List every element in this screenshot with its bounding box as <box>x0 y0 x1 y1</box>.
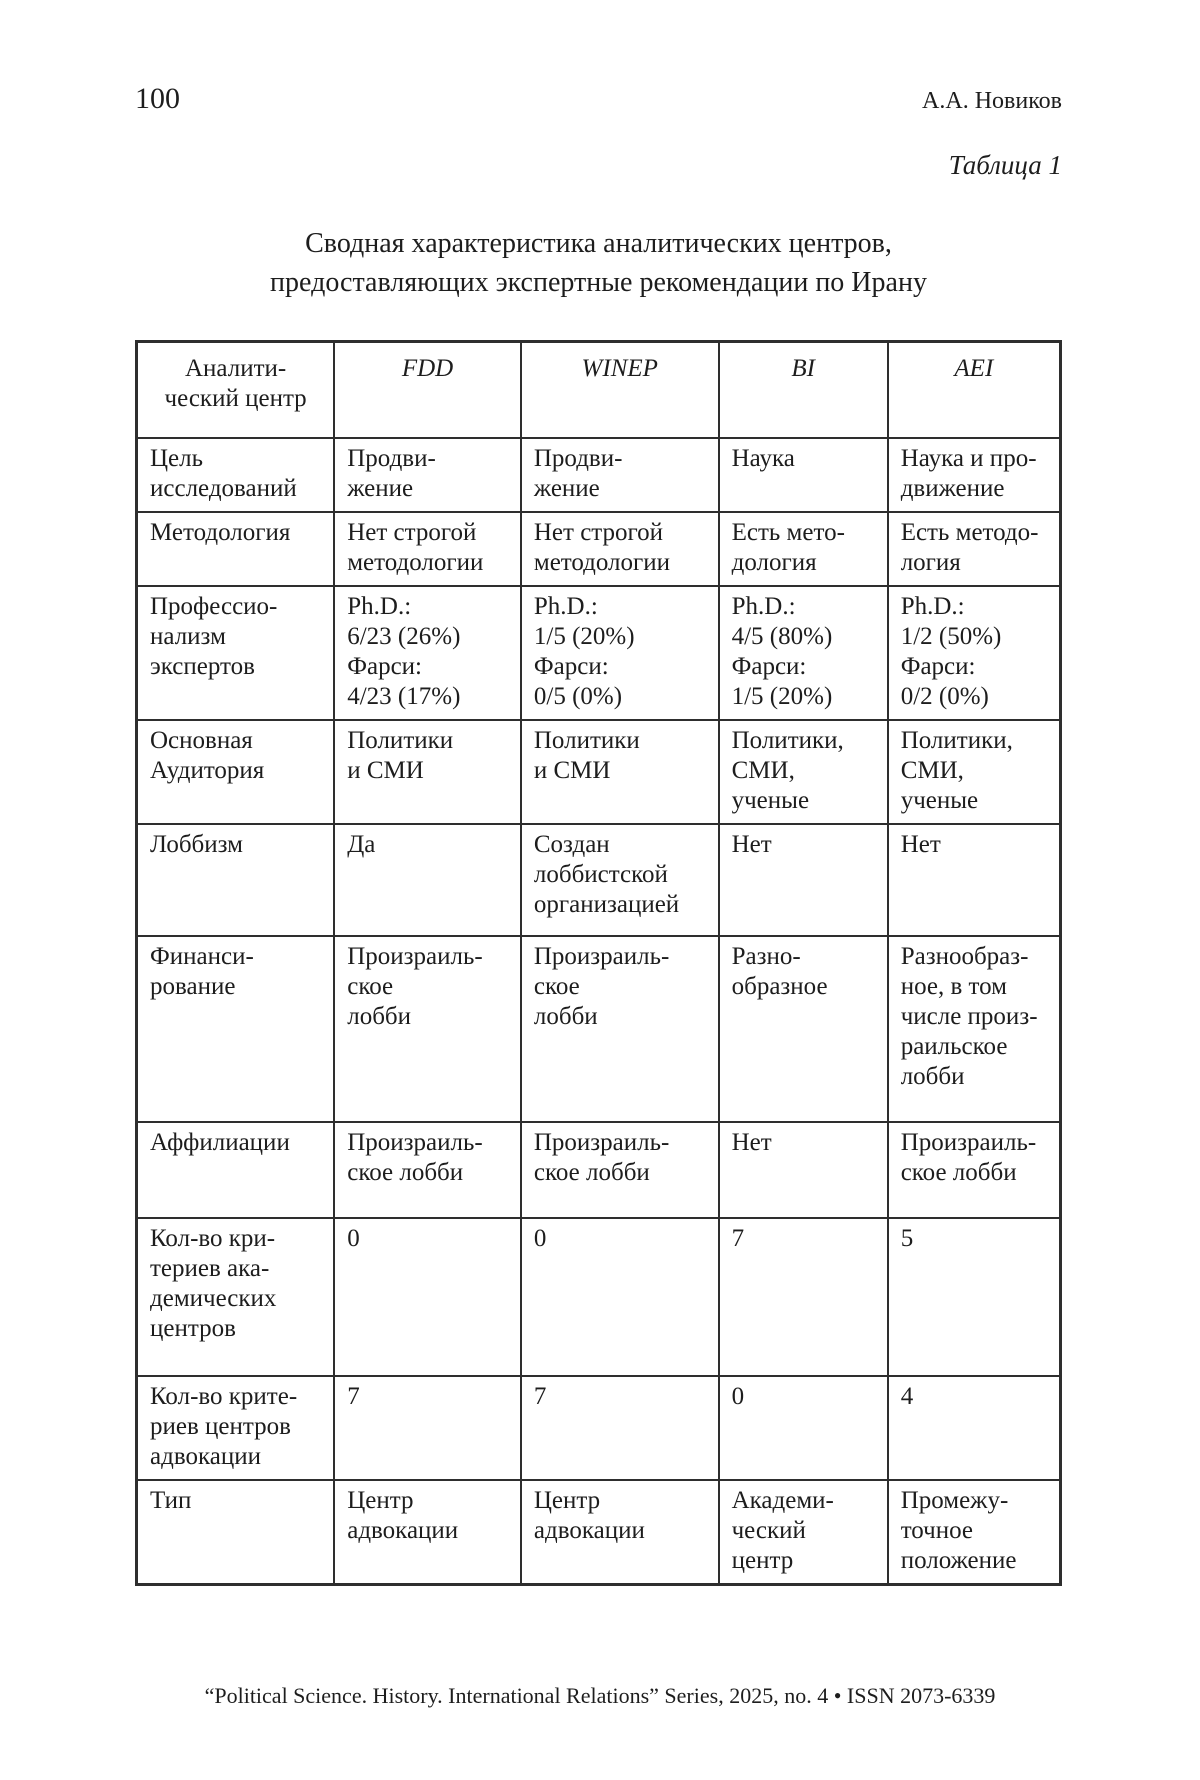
table-cell: 0 <box>334 1218 521 1376</box>
table-cell: 7 <box>719 1218 888 1376</box>
row-header-affiliations: Аффилиации <box>137 1122 335 1218</box>
row-header-methodology: Методология <box>137 512 335 586</box>
column-header-analytical-center: Аналити- ческий центр <box>137 342 335 438</box>
summary-table <box>135 340 1062 1586</box>
table-row <box>137 720 1061 824</box>
table-cell: 4 <box>888 1376 1061 1480</box>
table-cell: Есть мето- дология <box>719 512 888 586</box>
table-cell: Нет строгой методологии <box>334 512 521 586</box>
table-cell: Произраиль- ское лобби <box>888 1122 1061 1218</box>
table-row <box>137 1122 1061 1218</box>
row-header-professionalism: Профессио- нализм экспертов <box>137 586 335 720</box>
journal-footer: “Political Science. History. International Relations” Series, 2025, no. 4 • ISSN 2073-6339 <box>204 1683 996 1708</box>
table-cell: Нет <box>888 824 1061 936</box>
column-header-fdd: FDD <box>334 342 521 438</box>
column-header-bi: BI <box>719 342 888 438</box>
table-cell: Политики, СМИ, ученые <box>719 720 888 824</box>
table-cell: 5 <box>888 1218 1061 1376</box>
row-header-lobbying: Лоббизм <box>137 824 335 936</box>
table-cell: Политики, СМИ, ученые <box>888 720 1061 824</box>
table-row <box>137 512 1061 586</box>
table-cell: Ph.D.: 6/23 (26%) Фарси: 4/23 (17%) <box>334 586 521 720</box>
running-head <box>135 82 1062 116</box>
table-cell: Ph.D.: 1/2 (50%) Фарси: 0/2 (0%) <box>888 586 1061 720</box>
table-cell: Ph.D.: 1/5 (20%) Фарси: 0/5 (0%) <box>521 586 719 720</box>
table-cell: Наука и про- движение <box>888 438 1061 512</box>
table-cell: Политики и СМИ <box>521 720 719 824</box>
row-header-audience: Основная Аудитория <box>137 720 335 824</box>
table-cell: Да <box>334 824 521 936</box>
table-cell: Центр адвокации <box>334 1480 521 1585</box>
table-cell: Продви- жение <box>334 438 521 512</box>
table-cell: Есть методо- логия <box>888 512 1061 586</box>
table-cell: Ph.D.: 4/5 (80%) Фарси: 1/5 (20%) <box>719 586 888 720</box>
table-row <box>137 824 1061 936</box>
table-cell: 7 <box>334 1376 521 1480</box>
table-cell: Наука <box>719 438 888 512</box>
table-cell: Политики и СМИ <box>334 720 521 824</box>
table-cell: Промежу- точное положение <box>888 1480 1061 1585</box>
table-cell: 0 <box>521 1218 719 1376</box>
table-cell: Нет <box>719 1122 888 1218</box>
table-row <box>137 438 1061 512</box>
table-cell: Академи- ческий центр <box>719 1480 888 1585</box>
table-cell: Произраиль- ское лобби <box>521 936 719 1122</box>
table-row <box>137 586 1061 720</box>
table-cell: Разнообраз- ное, в том числе произ- раильское лобби <box>888 936 1061 1122</box>
table-cell: Создан лоббистской организацией <box>521 824 719 936</box>
table-row <box>137 1376 1061 1480</box>
table-cell: Нет <box>719 824 888 936</box>
column-header-aei: AEI <box>888 342 1061 438</box>
table-cell: Произраиль- ское лобби <box>334 1122 521 1218</box>
table-cell: 0 <box>719 1376 888 1480</box>
table-cell: Произраиль- ское лобби <box>521 1122 719 1218</box>
table-row <box>137 1480 1061 1585</box>
column-header-winep: WINEP <box>521 342 719 438</box>
table-cell: Продви- жение <box>521 438 719 512</box>
row-header-type: Тип <box>137 1480 335 1585</box>
row-header-goal: Цель исследований <box>137 438 335 512</box>
table-row <box>137 936 1061 1122</box>
row-header-academic-criteria-count: Кол-во кри- териев ака- демических центров <box>137 1218 335 1376</box>
row-header-funding: Финанси- рование <box>137 936 335 1122</box>
page-content <box>135 82 1062 1586</box>
author-name: А.А. Новиков <box>922 88 1062 114</box>
page-number: 100 <box>135 82 180 115</box>
table-caption: Таблица 1 <box>948 150 1062 180</box>
table-cell: Нет строгой методологии <box>521 512 719 586</box>
table-cell: Произраиль- ское лобби <box>334 936 521 1122</box>
header-row <box>137 342 1061 438</box>
table-cell: Центр адвокации <box>521 1480 719 1585</box>
table-cell: 7 <box>521 1376 719 1480</box>
row-header-advocacy-criteria-count: Кол-во крите- риев центров адвокации <box>137 1376 335 1480</box>
table-title: Сводная характеристика аналитических центров, предоставляющих экспертные рекомендации по Ирану <box>270 228 927 298</box>
table-cell: Разно- образное <box>719 936 888 1122</box>
table-row <box>137 1218 1061 1376</box>
